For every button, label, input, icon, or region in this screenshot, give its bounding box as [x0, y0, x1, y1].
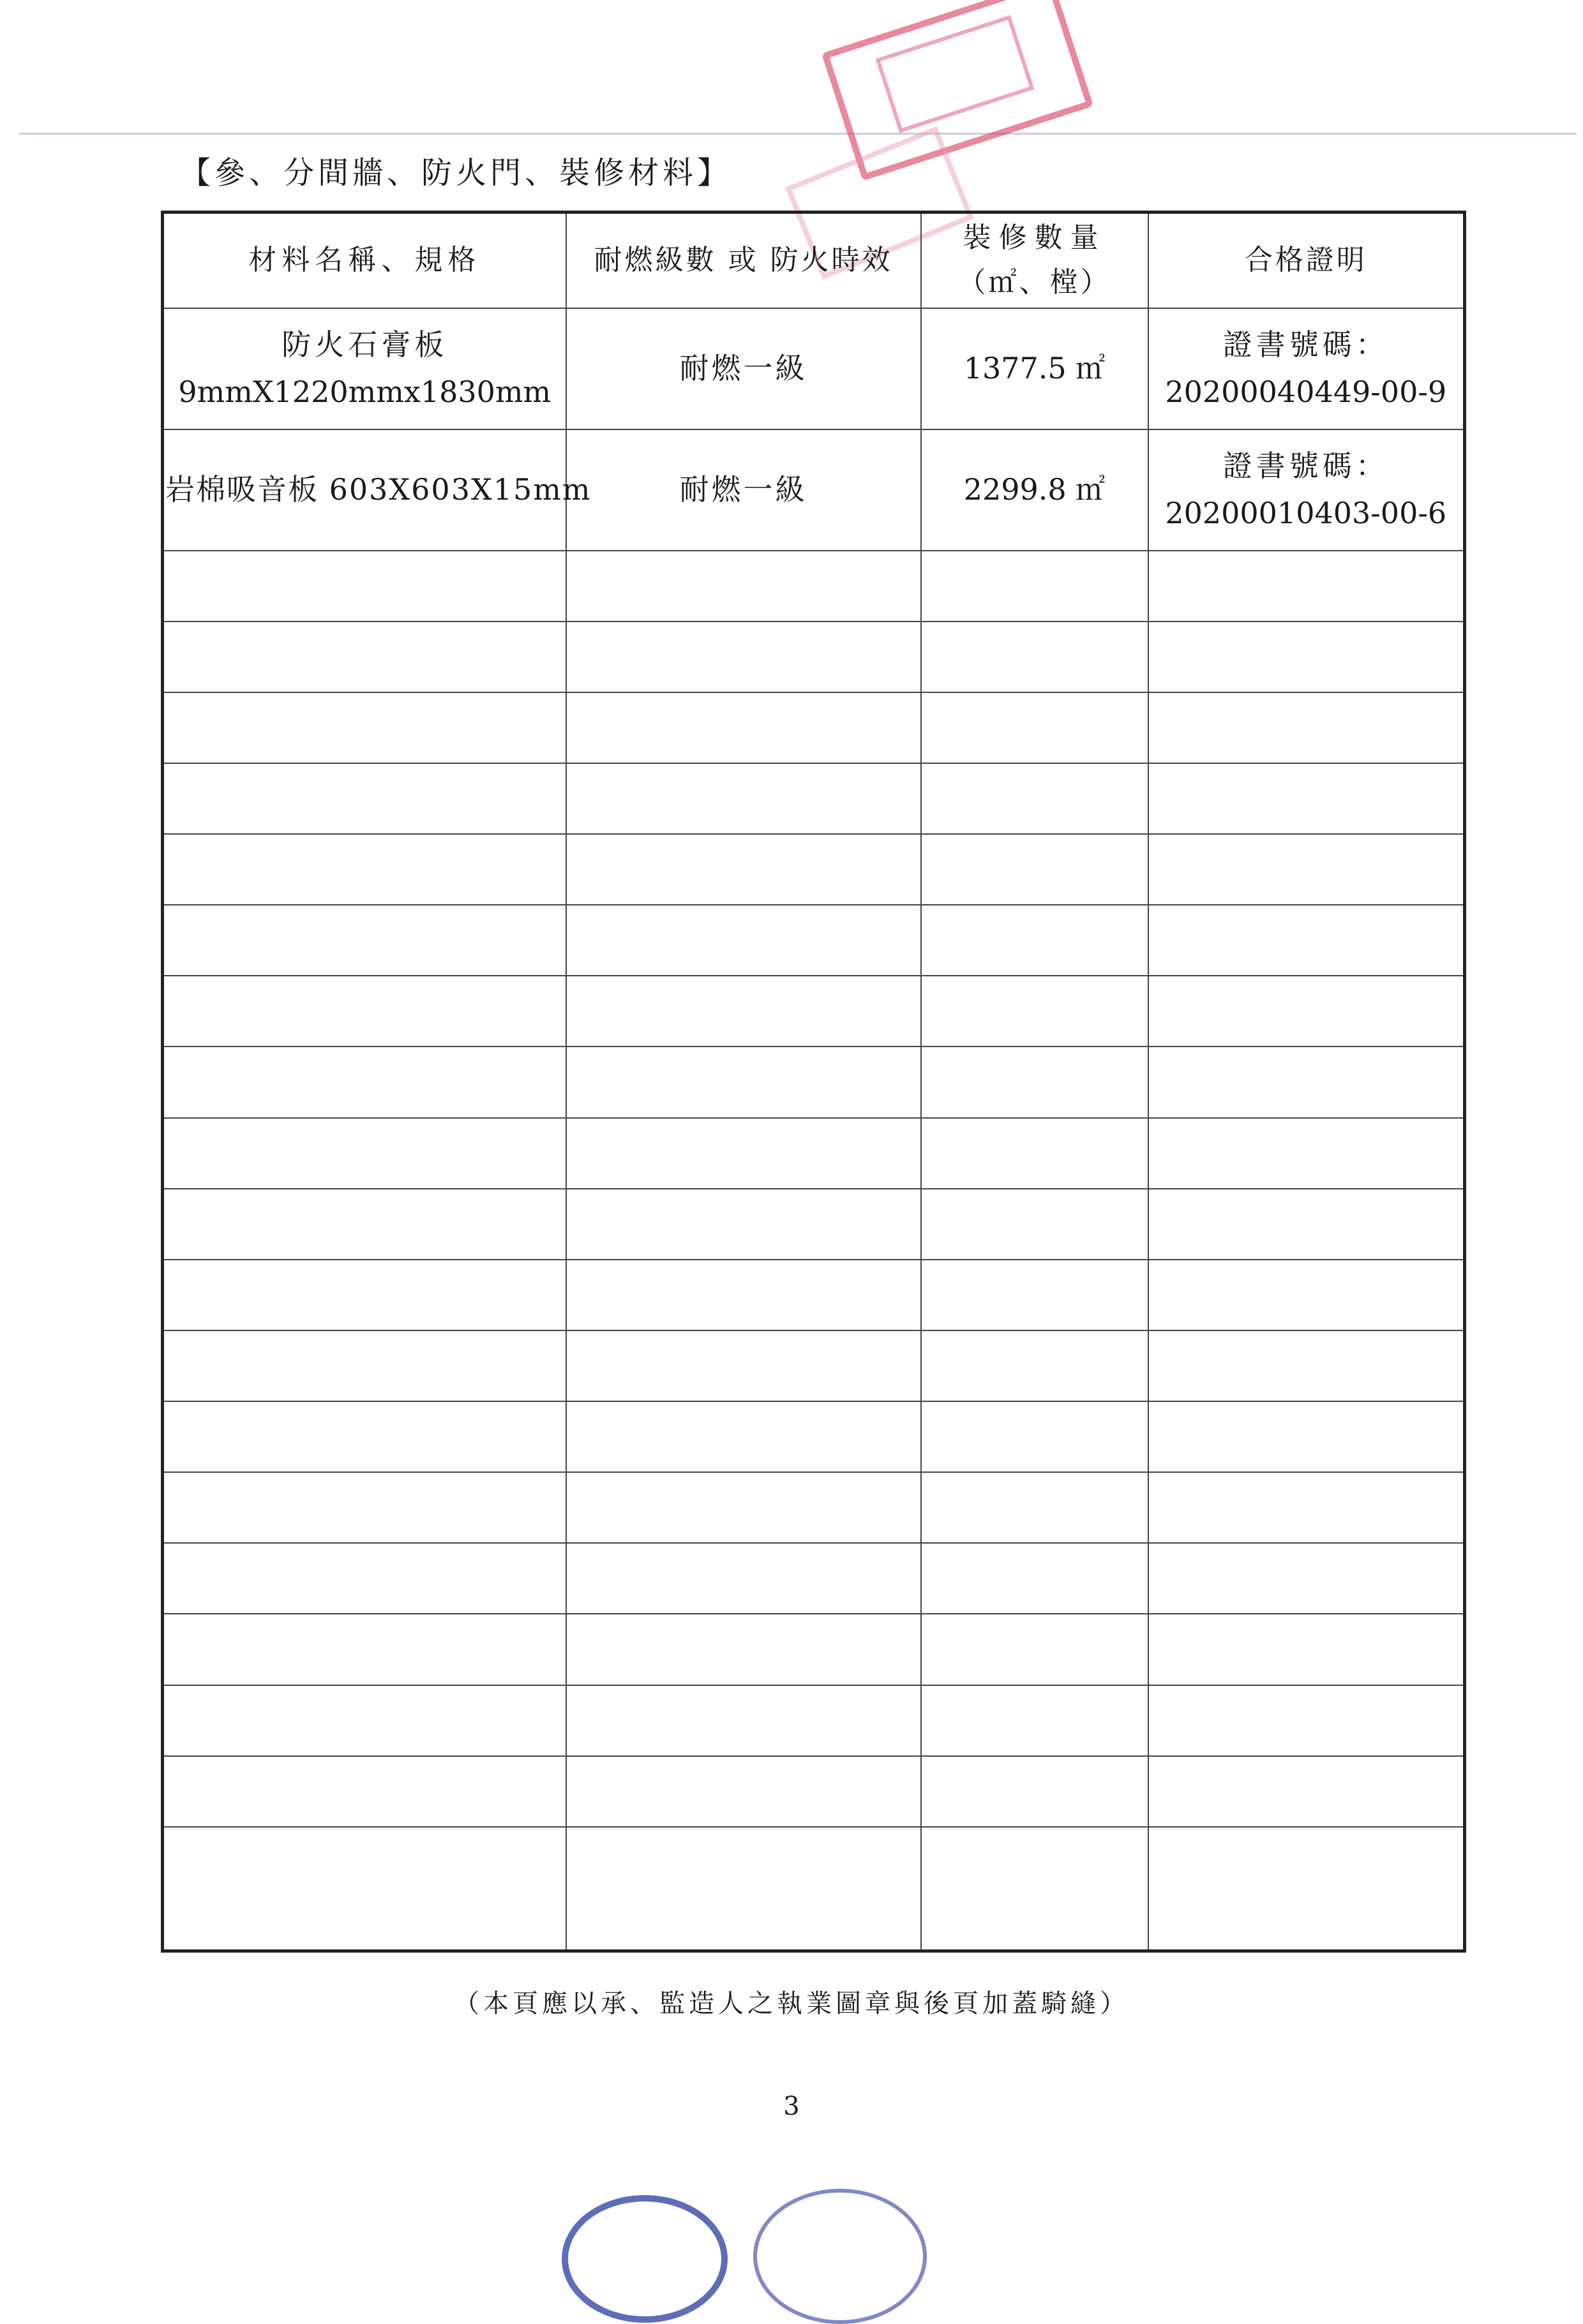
cert-label: 證書號碼：	[1222, 327, 1389, 362]
empty-row	[163, 1189, 1465, 1260]
section-title: 【參、分間牆、防火門、裝修材料】	[180, 155, 732, 191]
footer-note: （本頁應以承、監造人之執業圖章與後頁加蓋騎縫）	[454, 1989, 1129, 2018]
material-name: 岩棉吸音板 603X603X15mm	[165, 472, 592, 507]
header-quantity-label: 裝修數量	[963, 221, 1106, 254]
empty-row	[163, 1472, 1465, 1543]
header-certificate: 合格證明	[1148, 212, 1465, 308]
empty-row	[163, 834, 1465, 905]
empty-row	[163, 1827, 1465, 1951]
material-name: 防火石膏板	[281, 327, 448, 362]
cert-number: 20200010403-00-6	[1165, 495, 1447, 530]
empty-row	[163, 1614, 1465, 1685]
cert-label: 證書號碼：	[1222, 448, 1389, 483]
cell-certificate	[1148, 429, 1465, 551]
empty-row	[163, 1685, 1465, 1756]
empty-row	[163, 1330, 1465, 1401]
cell-quantity: 2299.8 ㎡	[921, 429, 1148, 551]
empty-row	[163, 763, 1465, 834]
empty-row	[163, 551, 1465, 622]
cell-rating: 耐燃一級	[566, 308, 921, 429]
blue-seal-stamp	[753, 2189, 927, 2324]
empty-row	[163, 1047, 1465, 1117]
page-number: 3	[783, 2092, 800, 2121]
cell-material	[163, 308, 566, 429]
empty-row	[163, 1260, 1465, 1330]
cert-number: 20200040449-00-9	[1165, 374, 1447, 409]
empty-row	[163, 692, 1465, 763]
cell-rating: 耐燃一級	[566, 429, 921, 551]
material-spec: 9mmX1220mmx1830mm	[178, 374, 551, 409]
empty-row	[163, 905, 1465, 976]
table-header-row	[163, 212, 1465, 308]
cell-quantity: 1377.5 ㎡	[921, 308, 1148, 429]
cell-certificate	[1148, 308, 1465, 429]
header-quantity	[921, 212, 1148, 308]
header-material: 材料名稱、規格	[163, 212, 566, 308]
cell-material	[163, 429, 592, 551]
blue-seal-stamp	[562, 2195, 728, 2323]
empty-row	[163, 1543, 1465, 1614]
header-quantity-unit: （㎡、樘）	[957, 266, 1111, 299]
empty-row	[163, 622, 1465, 692]
top-rule	[19, 133, 1577, 135]
empty-row	[163, 1118, 1465, 1189]
empty-row	[163, 1756, 1465, 1827]
materials-table	[161, 211, 1466, 1953]
table-row	[163, 308, 1465, 429]
empty-row	[163, 976, 1465, 1047]
table-row	[163, 429, 1465, 551]
header-rating: 耐燃級數 或 防火時效	[566, 212, 921, 308]
empty-row	[163, 1401, 1465, 1472]
